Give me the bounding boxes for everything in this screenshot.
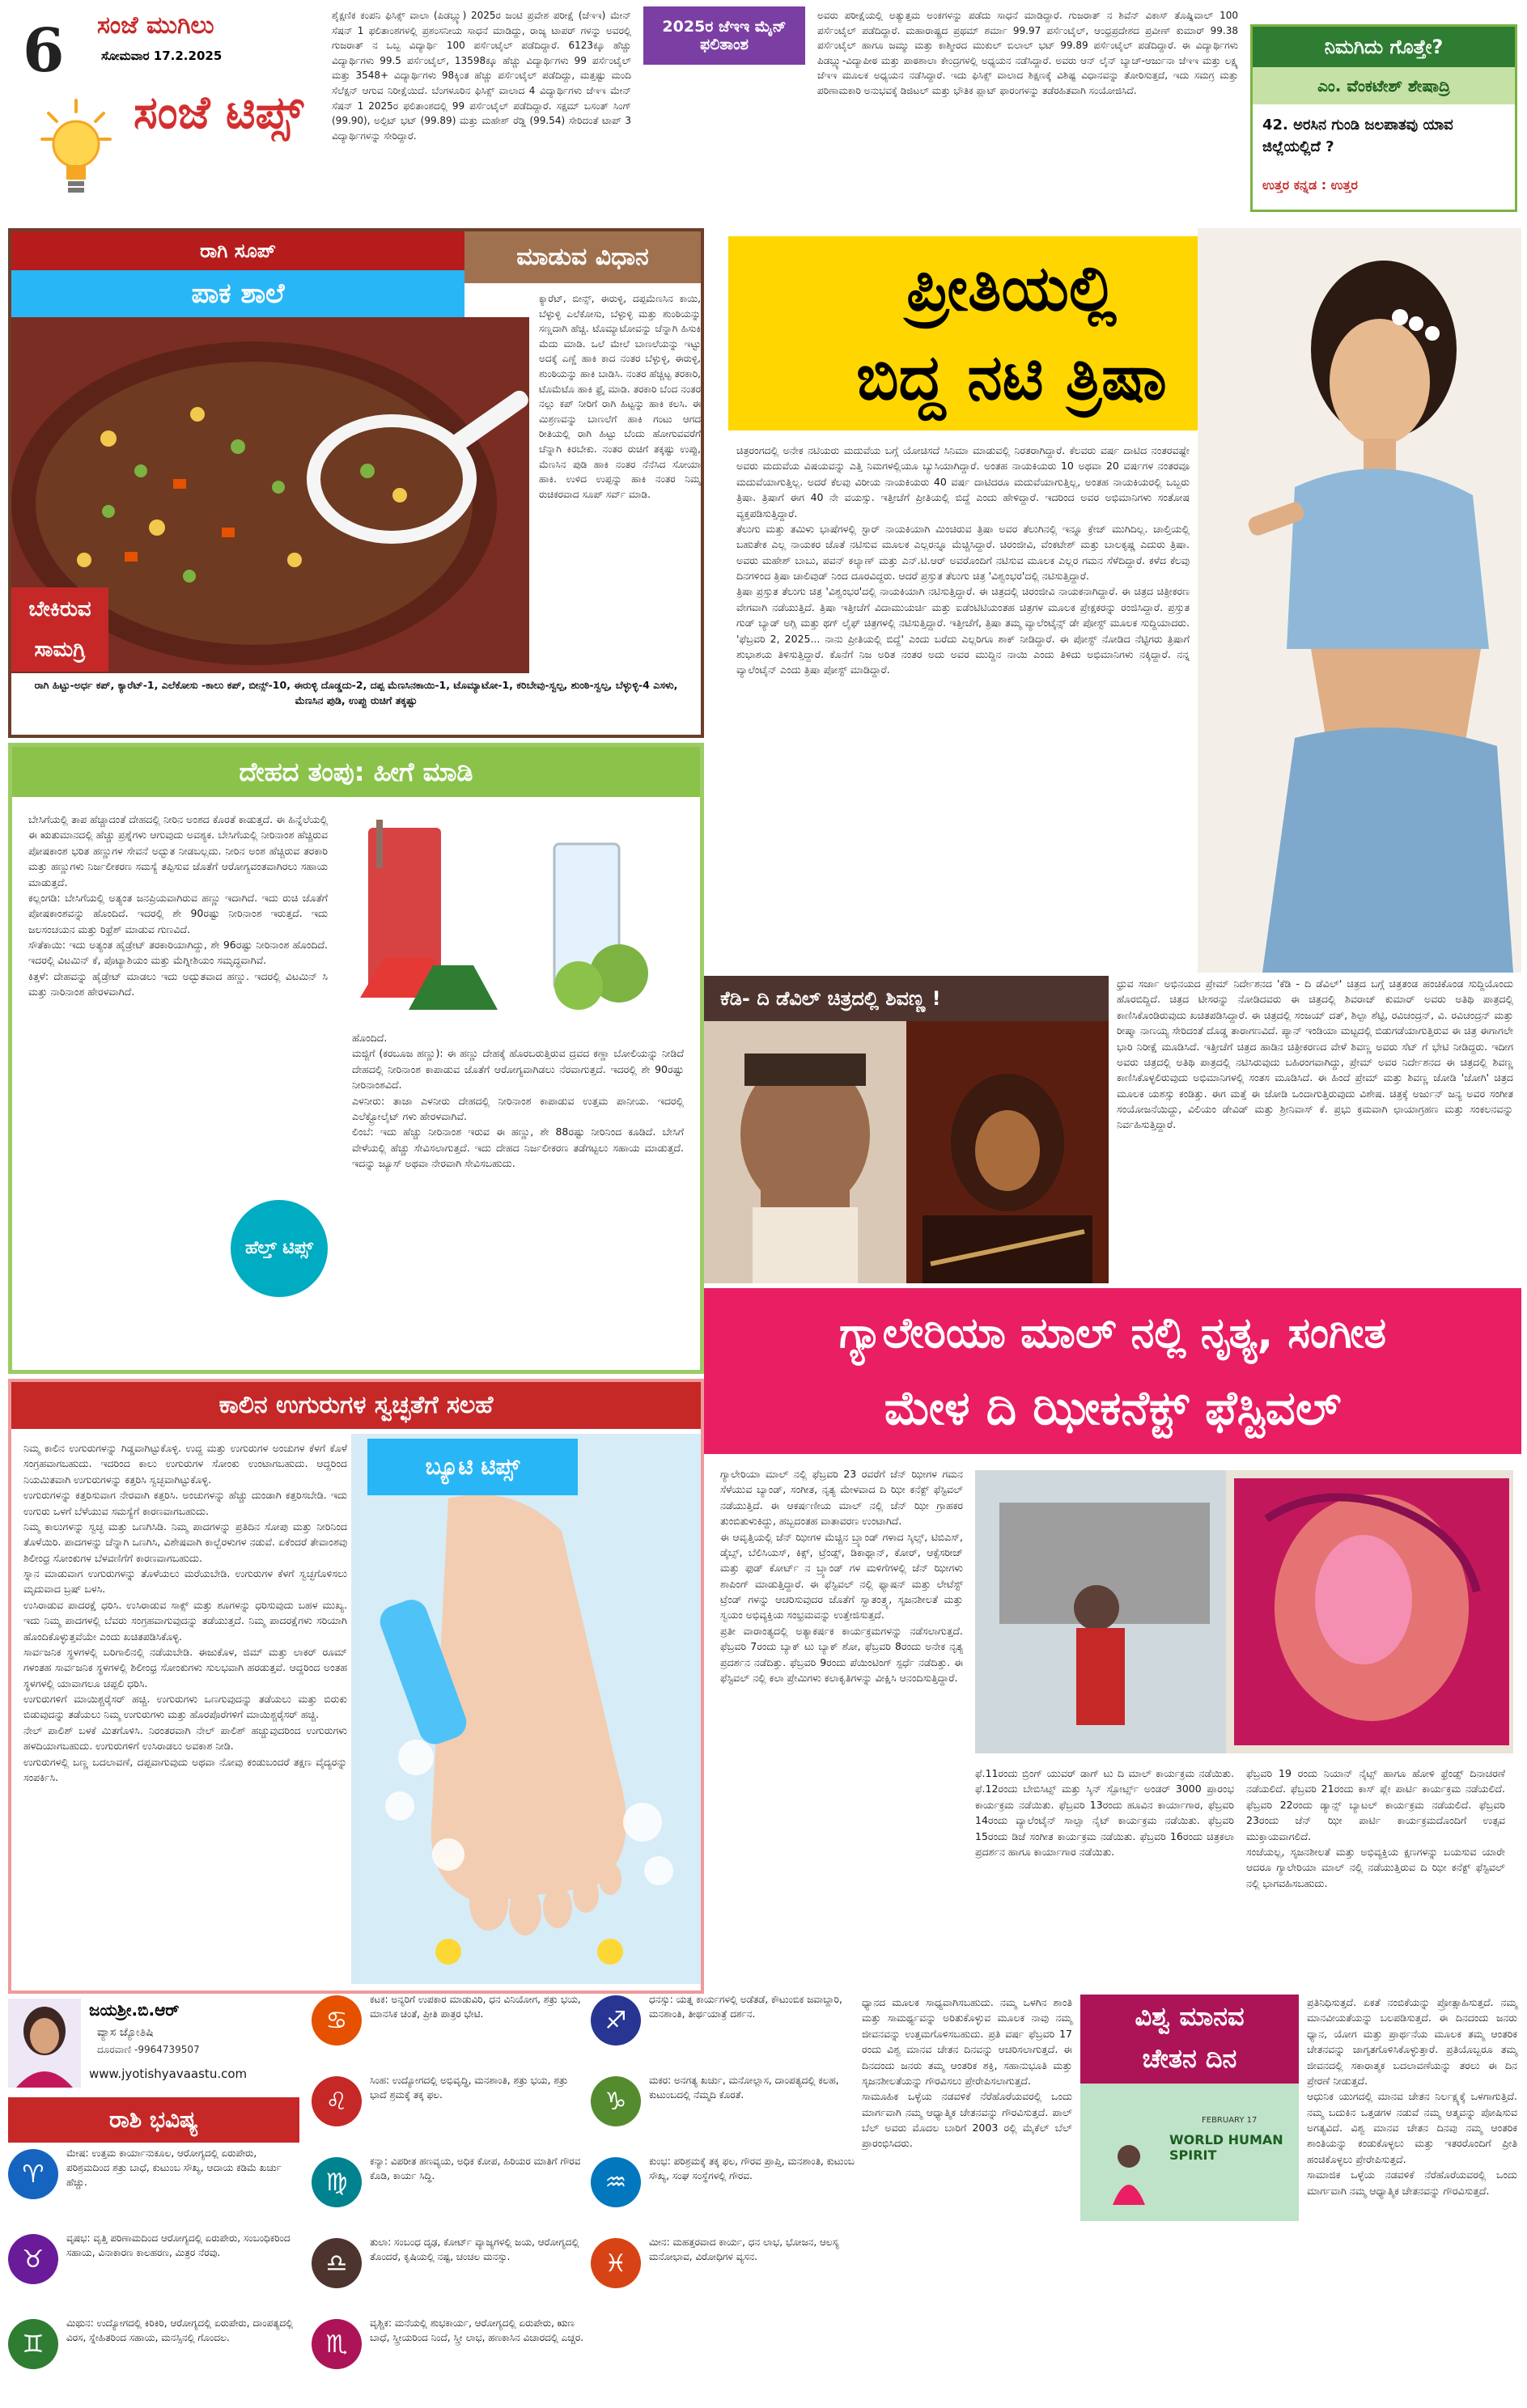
leo-icon: ♌ [312, 2076, 362, 2126]
galleria-photo [975, 1470, 1513, 1753]
recipe-ingredients-label: ಬೇಕಿರುವ ಸಾಮಗ್ರಿ [11, 587, 108, 672]
horoscope-text: ಮೀನ: ಮಹತ್ತರವಾದ ಕಾರ್ಯ, ಧನ ಲಾಭ, ಭೋಜನ, ಆಲಸ್ಯ ಮನೋಭಾವ, ವಿರೋಧಿಗಳ ವ್ಯಸನ. [649, 2236, 839, 2262]
paper-name: ಸಂಜೆ ಮುಗಿಲು [97, 11, 214, 40]
results-text-col1: ಶೈಕ್ಷಣಿಕ ಕಂಪನಿ ಫಿಸಿಕ್ಸ್ ವಾಲಾ (ಪಿಡಬ್ಲ್ಯು) 2025ರ ಜಂಟಿ ಪ್ರವೇಶ ಪರೀಕ್ಷೆ (ಜೆಇಇ) ಮೇನ್ ಸೆಷನ್ 1 ಫಲಿತಾಂಶಗಳಲ್ಲಿ ಪ್ರಶಂಸನೀಯ ಸಾಧನೆ ಮಾಡಿದ್ದು, ರಾಜ್ಯ ಟಾಪರ್ ಗಳನ್ನು ಅವರಲ್ಲಿ ಗುಜರಾತ್ ನ ಒಬ್ಬ ವಿದ್ಯಾರ್ಥಿ 100 ಪರ್ಸೆಂಟೈಲ್ ಪಡೆದಿದ್ದಾರೆ. 6123ಕ್ಕೂ ಹೆಚ್ಚು ವಿದ್ಯಾರ್ಥಿಗಳು 99.5 ಪರ್ಸೆಂಟೈಲ್, 13598ಕ್ಕೂ ಹೆಚ್ಚು ವಿದ್ಯಾರ್ಥಿಗಳು 99 ಪರ್ಸೆಂಟೈಲ್ ಮತ್ತು 3548+ ವಿದ್ಯಾರ್ಥಿಗಳು 98ಕ್ಕಿಂತ ಹೆಚ್ಚು ಪರ್ಸೆಂಟೈಲ್ ಪಡೆದಿದ್ದು, ಮತ್ತಷ್ಟು ಮಂದಿ ಸೆಲೆಕ್ಷನ್ ಆಗುವ ನಿರೀಕ್ಷೆಯಿದೆ. ಬೆಂಗಳೂರಿನ ಫಿಸಿಕ್ಸ್ ವಾಲಾದ 4 ವಿದ್ಯಾರ್ಥಿಗಳು ಜೆಇಇ ಮೇನ್ ಸೆಷನ್ 1 2025ರ ಫಲಿತಾಂಶದಲ್ಲಿ 99 ಪರ್ಸೆಂಟೈಲ್ ಪಡೆದಿದ್ದಾರೆ. ಸಕ್ಷಮ್ ಬಸಂತ್ ಸಿಂಗ್ (99.90), ಅಲ್ಪಿಟ್ ಭಟ್ (99.89) ಮತ್ತು ಮಹೇಶ್ ರೆಡ್ಡಿ (99.54) ಸೇರಿದಂತೆ ಟಾಪ್ 3 ವಿದ್ಯಾರ್ಥಿಗಳನ್ನು ಸೇರಿದ್ದಾರೆ. [332, 10, 634, 142]
recipe-section [8, 228, 704, 738]
horoscope-item [312, 2233, 587, 2313]
kd-section [704, 976, 1521, 1283]
scorpio-icon: ♏ [312, 2319, 362, 2369]
astrologer-role: ವ್ಯಾಸ ಜ್ಯೋತಿಷಿ [97, 2026, 154, 2039]
horoscope-text: ತುಲಾ: ಸಂಬಂಧ ದೃಢ, ಕೋರ್ಟ್ ವ್ಯಾಜ್ಯಗಳಲ್ಲಿ ಜಯ, ಆರೋಗ್ಯದಲ್ಲಿ ತೊಂದರೆ, ಕೃಷಿಯಲ್ಲಿ ನಷ್ಟ, ಚಂಚಲ ಮನಸ್ಸು. [370, 2236, 579, 2262]
worldspirit-title [1080, 1995, 1299, 2084]
galleria-headline-line2: ಮೇಳ ದಿ ಝೀಕನೆಕ್ಟ್ ಫೆಸ್ಟಿವಲ್ [884, 1380, 1342, 1435]
detox-section [8, 743, 704, 1374]
horoscope-text: ಸಿಂಹ: ಉದ್ಯೋಗದಲ್ಲಿ ಅಭಿವೃದ್ಧಿ, ಮನಶಾಂತಿ, ಶತ್ರು ಭಯ, ಶತ್ರು ಭಾದೆ ಶ್ರಮಕ್ಕೆ ತಕ್ಕ ಫಲ. [370, 2075, 568, 2101]
kd-photo-actor [704, 1021, 906, 1283]
detox-body-mid: ಹೊಂದಿದೆ. ಮಜ್ಜಿಗೆ (ಕರಬೂಜ ಹಣ್ಣು): ಈ ಹಣ್ಣು ದೇಹಕ್ಕೆ ಹೊರಬರುತ್ತಿರುವ ದ್ರವದ ಕಣ್ಣಾ ಬೋಲಿಯನ್ನು ನೀಡಿದೆ ದೇಹದಲ್ಲಿ ನೀರಿನಾಂಶ ಕಾಪಾಡುವ ಜೊತೆಗೆ ಆರೋಗ್ಯವಾಗಿಡಲು ನೆರವಾಗುತ್ತದೆ. ಇದರಲ್ಲಿ ಶೇ 90ರಷ್ಟು ನೀರಿನಾಂಶವಿದೆ. ಎಳನೀರು: ತಾಜಾ ಎಳನೀರು ದೇಹದಲ್ಲಿ ನೀರಿನಾಂಶ ಕಾಪಾಡುವ ಉತ್ತಮ ಪಾನೀಯ. ಇದರಲ್ಲಿ ಎಲೆಕ್ಟ್ರೋಲೈಟ್ ಗಳು ಹೇರಳವಾಗಿವೆ. ಲಿಂಬೆ: ಇದು ಹೆಚ್ಚು ನೀರಿನಾಂಶ ಇರುವ ಈ ಹಣ್ಣು, ಶೇ 88ರಷ್ಟು ನೀರಿನಿಂದ ಕೂಡಿದೆ. ಬೇಸಿಗೆ ವೇಳೆಯಲ್ಲಿ ಹೆಚ್ಚು ಸೇವಿಸಲಾಗುತ್ತದೆ. ಇದು ದೇಹದ ನಿರ್ಜಲೀಕರಣ ತಡೆಗಟ್ಟಲು ಸಹಾಯ ಮಾಡುತ್ತದೆ. ಇದನ್ನು ಜ್ಯೂಸ್ ಅಥವಾ ನೇರವಾಗಿ ಸೇವಿಸಬಹುದು. [352, 1032, 684, 1169]
astrologer-website: www.jyotishyavaastu.com [89, 2067, 248, 2081]
worldspirit-image-caption: WORLD HUMAN SPIRIT [1169, 2132, 1283, 2164]
quiz-question: 42. ಅರಸಿನ ಗುಂಡಿ ಜಲಪಾತವು ಯಾವ ಜಿಲ್ಲೆಯಲ್ಲಿದೆ ? [1262, 117, 1453, 155]
quiz-answer: ಉತ್ತರ ಕನ್ನಡ : ಉತ್ತರ [1262, 177, 1358, 193]
horoscope-text: ಕನ್ಯಾ: ವಿಪರೀತ ಹಣವ್ಯಯ, ಅಧಿಕ ಕೋಪ, ಹಿರಿಯರ ಮಾತಿಗೆ ಗೌರವ ಕೊಡಿ, ಕಾರ್ಯ ಸಿದ್ಧಿ. [370, 2156, 581, 2181]
taurus-icon: ♉ [8, 2234, 58, 2284]
foot-title: ಕಾಲಿನ ಉಗುರುಗಳ ಸ್ವಚ್ಛತೆಗೆ ಸಲಹೆ [11, 1382, 701, 1429]
pisces-icon: ♓ [591, 2238, 641, 2288]
trisha-headline-line1: ಪ್ರೀತಿಯಲ್ಲಿ [906, 252, 1117, 325]
horoscope-item [591, 1990, 866, 2070]
gemini-icon: ♊ [8, 2319, 58, 2369]
bulb-icon [40, 97, 112, 202]
page-number: 6 [23, 16, 65, 86]
masthead [0, 0, 324, 218]
recipe-ingredients-text: ರಾಗಿ ಹಿಟ್ಟು-ಅರ್ಧ ಕಪ್, ಕ್ಯಾರೆಟ್-1, ಎಲೆಕೋಸು -ಕಾಲು ಕಪ್, ಬೀನ್ಸ್-10, ಈರುಳ್ಳಿ ದೊಡ್ಡದು-2, ದಪ್ಪ ಮೆಣಸಿನಕಾಯಿ-1, ಟೊಮ್ಯಾಟೋ-1, ಕರಿಬೇವು-ಸ್ವಲ್ಪ, ಶುಂಠಿ-ಸ್ವಲ್ಪ, ಬೆಳ್ಳುಳ್ಳಿ-4 ಎಸಳು, ಮೆಣಸಿನ ಪುಡಿ, ಉಪ್ಪು ರುಚಿಗೆ ತಕ್ಕಷ್ಟು [34, 679, 678, 706]
horoscope-grid [8, 1990, 862, 2403]
capricorn-icon: ♑ [591, 2076, 641, 2126]
horoscope-item [312, 2152, 587, 2232]
worldspirit-title-line2: ಚೇತನ ದಿನ [1142, 2043, 1237, 2074]
aries-icon: ♈ [8, 2149, 58, 2199]
worldspirit-title-line1: ವಿಶ್ವ ಮಾನವ [1135, 2001, 1245, 2032]
kd-title: ಕೆಡಿ- ದಿ ಡೆವಿಲ್ ಚಿತ್ರದಲ್ಲಿ ಶಿವಣ್ಣ ! [704, 976, 1109, 1021]
trisha-headline-line2: ಬಿದ್ದ ನಟಿ ತ್ರಿಷಾ [856, 341, 1167, 414]
worldspirit-image-date: FEBRUARY 17 [1202, 2116, 1258, 2125]
paper-date: ಸೋಮವಾರ 17.2.2025 [101, 49, 223, 63]
horoscope-item [8, 2144, 299, 2224]
horoscope-text: ಕುಂಭ: ಪರಿಶ್ರಮಕ್ಕೆ ತಕ್ಕ ಫಲ, ಗೌರವ ಪ್ರಾಪ್ತಿ, ಮನಶಾಂತಿ, ಕುಟುಂಬ ಸೌಖ್ಯ, ಸಂಘ ಸಂಸ್ಥೆಗಳಲ್ಲಿ ಗೌರವ. [649, 2156, 855, 2181]
trisha-body: ಚಿತ್ರರಂಗದಲ್ಲಿ ಅನೇಕ ನಟಿಯರು ಮದುವೆಯ ಬಗ್ಗೆ ಯೋಚಿಸದೆ ಸಿನಿಮಾ ಮಾಡುವಲ್ಲಿ ನಿರತರಾಗಿದ್ದಾರೆ. ಕೆಲವರು ವರ್ಷ ದಾಟಿದ ನಂತರವಷ್ಟೇ ಅವರು ಮದುವೆಯ ವಿಷಯವನ್ನು ಎತ್ತಿ ನಿಮಗಳಲ್ಲಿಯೂ ಬ್ಯುಸಿಯಾಗಿದ್ದಾರೆ. ಅಂತಹ ನಾಯಕಿಯರು 10 ಅಥವಾ 20 ವರ್ಷಗಳ ನಂತರವೂ ಮದುವೆಯಾಗುತ್ತಿಲ್ಲ. ಅದರೆ ಕೆಲವು ವಿರೀಯ ನಾಯಕಿಯರು 40 ವರ್ಷ ದಾಟಿದರೂ ಮದುವೆಯಾಗುತ್ತಿಲ್ಲ, ಅಂತಹ ನಾಯಕಿಯರಲ್ಲಿ ಒಬ್ಬರು ತ್ರಿಷಾ. ತ್ರಿಷಾಗೆ ಈಗ 40 ನೇ ವಯಸ್ಸು. ಇತ್ತೀಚೆಗೆ ಪ್ರೀತಿಯಲ್ಲಿ ಬಿದ್ದೆ ಎಂದು ಹೇಳಿದ್ದಾರೆ. ಇದರಿಂದ ಅವರ ಅಭಿಮಾನಿಗಳು ಸಂತೋಷ ವ್ಯಕ್ತಪಡಿಸುತ್ತಿದ್ದಾರೆ. ತೆಲುಗು ಮತ್ತು ತಮಿಳು ಭಾಷೆಗಳಲ್ಲಿ ಸ್ಟಾರ್ ನಾಯಕಿಯಾಗಿ ಮಿಂಚಿರುವ ತ್ರಿಷಾ ಅವರ ತೆಲುಗಿನಲ್ಲಿ ಇನ್ನೂ ಕ್ರೇಜ್ ಮುಗಿದಿಲ್ಲ. ಚಾಲ್ತಿಯಲ್ಲಿ ಬಹುತೇಕ ಎಲ್ಲ ನಾಯಕರ ಜೊತೆ ನಟಿಸುವ ಮೂಲಕ ಎಲ್ಲರನ್ನೂ ಮೆಚ್ಚಿಸಿದ್ದಾರೆ. ಚಿರಂಜೀವಿ, ವೆಂಕಟೇಶ್ ಮತ್ತು ಬಾಲಕೃಷ್ಣ ಎದುರು ತ್ರಿಷಾ. ಅವರು ಮಹೇಶ್ ಬಾಬು, ಪವನ್ ಕಲ್ಯಾಣ್ ಮತ್ತು ಎನ್.ಟಿ.ಆರ್ ಅವರೊಂದಿಗೆ ನಟಿಸುವ ಮೂಲಕ ಎಲ್ಲರ ಗಮನ ಸೆಳೆದಿದ್ದಾರೆ. ಕಳೆದ ಕೆಲವು ದಿನಗಳಿಂದ ತ್ರಿಷಾ ಚಾಲಿವುಡ್ ನಿಂದ ದೂರವಿದ್ದರು. ಆದರೆ ಪ್ರಸ್ತುತ ತೆಲುಗು ಚಿತ್ರ 'ವಿಶ್ವಂಭರ'ದಲ್ಲಿ ನಟಿಸುತ್ತಿದ್ದಾರೆ. ತ್ರಿಷಾ ಪ್ರಸ್ತುತ ತೆಲುಗು ಚಿತ್ರ 'ವಿಶ್ವಂಭರ'ದಲ್ಲಿ ನಾಯಕಿಯಾಗಿ ನಟಿಸುತ್ತಿದ್ದಾರೆ. ಈ ಚಿತ್ರದಲ್ಲಿ ಚಿರಂಜೀವಿ ನಾಯಕನಾಗಿದ್ದಾರೆ. ಈ ಚಿತ್ರದ ಚಿತ್ರೀಕರಣ ವೇಗವಾಗಿ ನಡೆಯುತ್ತಿದೆ. ತ್ರಿಷಾ ಇತ್ತೀಚೆಗೆ ವಿದಾಮುಯರ್ಚಿ ಮತ್ತು ಐಡೆಂಟಿಟಿಯಂತಹ ಚಿತ್ರಗಳ ಮೂಲಕ ಪ್ರೇಕ್ಷಕರನ್ನು ರಂಜಿಸಿದ್ದಾರೆ. ಪ್ರಸ್ತುತ ಗುಡ್ ಬ್ಯಾಡ್ ಅಗ್ಲಿ ಮತ್ತು ಥಗ್ ಲೈಫ್ ಚಿತ್ರಗಳಲ್ಲಿ ನಟಿಸುತ್ತಿದ್ದಾರೆ. ಇತ್ತೀಚೆಗೆ, ತ್ರಿಷಾ ತಮ್ಮ ವ್ಯಾಲೆಂಟೈನ್ಸ್ ಡೇ ಪೋಸ್ಟ್ ಮೂಲಕ ಸುದ್ದಿಯಾದರು. 'ಫೆಬ್ರವರಿ 2, 2025... ನಾನು ಪ್ರೀತಿಯಲ್ಲಿ ಬಿದ್ದೆ' ಎಂದು ಬರೆದು ಎಲ್ಲರಿಗೂ ಶಾಕ್ ನೀಡಿದ್ದಾರೆ. ಈ ಪೋಸ್ಟ್ ನೋಡಿದ ನೆಟ್ಟಿಗರು ತ್ರಿಷಾಗೆ ಶುಭಾಶಯ ತಿಳಿಸುತ್ತಿದ್ದಾರೆ. ಕೊನೆಗೆ ನಿಜ ಅರಿತ ನಂತರ ಅದು ಅವರ ಮುದ್ದಿನ ನಾಯಿ ಎಂದು ತಿಳಿದು ಅಭಿಮಾನಿಗಳು ನಕ್ಕಿದ್ದಾರೆ. ನನ್ನ ವ್ಯಾಲೆಂಟೈನ್ ಎಂದು ತ್ರಿಷಾ ಪೋಸ್ಟ್ ಮಾಡಿದ್ದಾರೆ. [736, 444, 1190, 676]
quiz-box [1250, 24, 1517, 212]
horoscope-text: ವೃಶ್ಚಿಕ: ಮನೆಯಲ್ಲಿ ಶುಭಕಾರ್ಯ, ಆರೋಗ್ಯದಲ್ಲಿ ಏರುಪೇರು, ಋಣ ಬಾಧೆ, ಸ್ತ್ರೀಯರಿಂದ ನಿಂದೆ, ಸ್ತ್ರೀ ಲಾಭ, ಹಣಕಾಸಿನ ವಿಚಾರದಲ್ಲಿ ಎಚ್ಚರ. [370, 2317, 584, 2343]
quiz-title: ನಿಮಗಿದು ಗೊತ್ತೇ? [1253, 27, 1515, 67]
beauty-tips-badge [367, 1439, 578, 1495]
foot-body: ನಿಮ್ಮ ಕಾಲಿನ ಉಗುರುಗಳನ್ನು ಗಿಡ್ಡವಾಗಿಟ್ಟುಕೊಳ್ಳಿ. ಉದ್ದ ಮತ್ತು ಉಗುರುಗಳ ಅಂಚುಗಳ ಕೆಳಗೆ ಕೊಳೆ ಸಂಗ್ರಹವಾಗಬಹುದು. ಇದರಿಂದ ಕಾಲು ಉಗುರುಗಳ ಸೋಂಕು ಉಂಟಾಗಬಹುದು. ಆದ್ದರಿಂದ ನಿಯಮಿತವಾಗಿ ಉಗುರುಗಳನ್ನು ಕತ್ತರಿಸಿ ಸ್ವಚ್ಛವಾಗಿಟ್ಟುಕೊಳ್ಳಿ. ಉಗುರುಗಳನ್ನು ಕತ್ತರಿಸುವಾಗ ನೇರವಾಗಿ ಕತ್ತರಿಸಿ. ಅಂಚುಗಳನ್ನು ಹೆಚ್ಚು ದುಂಡಾಗಿ ಕತ್ತರಿಸಬೇಡಿ. ಇದು ಉಗುರು ಒಳಗೆ ಬೆಳೆಯುವ ಸಮಸ್ಯೆಗೆ ಕಾರಣವಾಗಬಹುದು. ನಿಮ್ಮ ಕಾಲುಗಳನ್ನು ಸ್ವಚ್ಛ ಮತ್ತು ಒಣಗಿಸಿಡಿ. ನಿಮ್ಮ ಪಾದಗಳನ್ನು ಪ್ರತಿದಿನ ಸೋಪು ಮತ್ತು ನೀರಿನಿಂದ ತೊಳೆಯಿರಿ. ಪಾದಗಳನ್ನು ಚೆನ್ನಾಗಿ ಒಣಗಿಸಿ, ವಿಶೇಷವಾಗಿ ಕಾಲ್ಬೆರಳುಗಳ ನಡುವೆ. ಏಕೆಂದರೆ ತೇವಾಂಶವು ಶಿಲೀಂಧ್ರ ಸೋಂಕುಗಳ ಬೆಳವಣಿಗೆಗೆ ಕಾರಣವಾಗಬಹುದು. ಸ್ನಾನ ಮಾಡುವಾಗ ಉಗುರುಗಳನ್ನು ತೊಳೆಯಲು ಮರೆಯಬೇಡಿ. ಉಗುರುಗಳ ಕೆಳಗೆ ಸ್ವಚ್ಛಗೊಳಿಸಲು ಮೃದುವಾದ ಬ್ರಷ್ ಬಳಸಿ. ಉಸಿರಾಡುವ ಪಾದರಕ್ಷೆ ಧರಿಸಿ. ಉಸಿರಾಡುವ ಸಾಕ್ಸ್ ಮತ್ತು ಶೂಗಳನ್ನು ಧರಿಸುವುದು ಬಹಳ ಮುಖ್ಯ. ಇದು ನಿಮ್ಮ ಪಾದಗಳಲ್ಲಿ ಬೆವರು ಸಂಗ್ರಹವಾಗುವುದನ್ನು ತಡೆಯುತ್ತದೆ. ನಿಮ್ಮ ಪಾದರಕ್ಷೆಗಳು ಸರಿಯಾಗಿ ಹೊಂದಿಕೊಳ್ಳುತ್ತವೆಯೇ ಎಂದು ಖಚಿತಪಡಿಸಿಕೊಳ್ಳಿ. ಸಾರ್ವಜನಿಕ ಸ್ಥಳಗಳಲ್ಲಿ ಬರಿಗಾಲಿನಲ್ಲಿ ನಡೆಯಬೇಡಿ. ಈಜುಕೊಳ, ಜಿಮ್ ಮತ್ತು ಲಾಕರ್ ರೂಮ್ ಗಳಂತಹ ಸಾರ್ವಜನಿಕ ಸ್ಥಳಗಳಲ್ಲಿ ಶಿಲೀಂಧ್ರ ಸೋಂಕುಗಳು ಸುಲಭವಾಗಿ ಹರಡುತ್ತವೆ. ಆದ್ದರಿಂದ ಅಂತಹ ಸ್ಥಳಗಳಲ್ಲಿ ಯಾವಾಗಲೂ ಚಪ್ಪಲಿ ಧರಿಸಿ. ಉಗುರುಗಳಿಗೆ ಮಾಯಿಶ್ಚರೈಸರ್ ಹಚ್ಚಿ. ಉಗುರುಗಳು ಒಣಗುವುದನ್ನು ತಡೆಯಲು ಮತ್ತು ಬಿರುಕು ಬಿಡುವುದನ್ನು ತಡೆಯಲು ನಿಮ್ಮ ಉಗುರುಗಳು ಮತ್ತು ಹೊರಪೊರೆಗಳಿಗೆ ಮಾಯಿಶ್ಚರೈಸರ್ ಹಚ್ಚಿ. ನೇಲ್ ಪಾಲಿಶ್ ಬಳಕೆ ಮಿತಗೊಳಿಸಿ. ನಿರಂತರವಾಗಿ ನೇಲ್ ಪಾಲಿಶ್ ಹಚ್ಚುವುದರಿಂದ ಉಗುರುಗಳು ಹಳದಿಯಾಗಬಹುದು. ಉಗುರುಗಳಿಗೆ ಉಸಿರಾಡಲು ಅವಕಾಶ ನೀಡಿ. ಉಗುರುಗಳಲ್ಲಿ ಬಣ್ಣ ಬದಲಾವಣೆ, ದಪ್ಪವಾಗುವುದು ಅಥವಾ ನೋವು ಕಂಡುಬಂದರೆ ತಕ್ಷಣ ವೈದ್ಯರನ್ನು ಸಂಪರ್ಕಿಸಿ. [23, 1442, 347, 1783]
horoscope-item [312, 1990, 587, 2070]
astrologer-name: ಜಯಶ್ರೀ.ಬಿ.ಆರ್ [89, 2000, 180, 2020]
section-title: ಸಂಜೆ ಟಿಪ್ಸ್ [134, 87, 303, 139]
trisha-section [712, 228, 1521, 973]
astrologer-phone: ದೂರವಾಣಿ -9964739507 [97, 2044, 200, 2055]
results-badge: 2025ರ ಜೆಇಇ ಮೈನ್ ಫಲಿತಾಂಶ [643, 6, 805, 65]
recipe-title: ರಾಗಿ ಸೂಪ್ [11, 231, 464, 270]
horoscope-section-title: ರಾಶಿ ಭವಿಷ್ಯ [8, 2097, 299, 2143]
health-tips-label: ಹೆಲ್ತ್ ಟಿಪ್ಸ್ [244, 1237, 314, 1258]
kd-body: ಧ್ರುವ ಸರ್ಜಾ ಅಭಿನಯದ ಪ್ರೇಮ್ ನಿರ್ದೇಶನದ 'ಕೆಡಿ - ದಿ ಡೆವಿಲ್' ಚಿತ್ರದ ಬಗ್ಗೆ ಚಿತ್ರತಂಡ ಹಂಚಿಕೊಂಡ ಸುದ್ದಿಯೊಂದು ಹೊರಬಿದ್ದಿದೆ. ಚಿತ್ರದ ಟೀಸರನ್ನು ನೋಡಿದವರು ಈ ಚಿತ್ರದಲ್ಲಿ ಶಿವರಾಜ್ ಕುಮಾರ್ ಅವರು ಅತಿಥಿ ಪಾತ್ರದಲ್ಲಿ ಕಾಣಿಸಿಕೊಂಡಿರುವುದು ಖಚಿತಪಡಿಸಿದ್ದಾರೆ. ಈ ಚಿತ್ರದಲ್ಲಿ ಸಂಜಯ್ ದತ್, ಶಿಲ್ಪಾ ಶೆಟ್ಟಿ, ರವಿಚಂದ್ರನ್, ವಿ. ರವಿಚಂದ್ರನ್ ಮತ್ತು ರೀಷ್ಮಾ ನಾಣಯ್ಯ ಸೇರಿದಂತೆ ದೊಡ್ಡ ತಾರಾಗಣವಿದೆ. ಪ್ಯಾನ್ ಇಂಡಿಯಾ ಮಟ್ಟದಲ್ಲಿ ಬಿಡುಗಡೆಯಾಗುತ್ತಿರುವ ಈ ಚಿತ್ರ ಈಗಾಗಲೇ ಭಾರಿ ನಿರೀಕ್ಷೆ ಮೂಡಿಸಿದೆ. ಇತ್ತೀಚೆಗೆ ಚಿತ್ರದ ಹಾಡಿನ ಚಿತ್ರೀಕರಣದ ವೇಳೆ ಶಿವಣ್ಣ ಅವರು ಸೆಟ್ ಗೆ ಭೇಟಿ ನೀಡಿದ್ದರು. ಇದೀಗ ಅವರು ಚಿತ್ರದಲ್ಲಿ ಅತಿಥಿ ಪಾತ್ರದಲ್ಲಿ ನಟಿಸಿರುವುದು ಬಹಿರಂಗವಾಗಿದ್ದು, ಪ್ರೇಮ್ ಅವರ ನಿರ್ದೇಶನದ ಈ ಚಿತ್ರದಲ್ಲಿ ಶಿವಣ್ಣ ಕಾಣಿಸಿಕೊಳ್ಳಲಿರುವುದು ಅಭಿಮಾನಿಗಳಲ್ಲಿ ಸಂತಸ ಮೂಡಿಸಿದೆ. ಈ ಹಿಂದೆ ಪ್ರೇಮ್ ಮತ್ತು ಶಿವಣ್ಣ ಜೋಡಿ 'ಜೋಗಿ' ಚಿತ್ರದ ಮೂಲಕ ಯಶಸ್ಸು ಕಂಡಿತ್ತು. ಈಗ ಮತ್ತೆ ಈ ಜೋಡಿ ಒಂದಾಗುತ್ತಿರುವುದು ವಿಶೇಷ. ಚಿತ್ರಕ್ಕೆ ಅರ್ಜುನ್ ಜನ್ಯ ಅವರ ಸಂಗೀತ ಸಂಯೋಜನೆಯಿದ್ದು, ವಿಲಿಯಂ ಡೇವಿಡ್ ಮತ್ತು ಶ್ರೀನಿವಾಸ್ ಕೆ. ಪ್ರಭು ಕ್ರಮವಾಗಿ ಛಾಯಾಗ್ರಹಣ ಮತ್ತು ಸಂಕಲನವನ್ನು ನಿರ್ವಹಿಸುತ್ತಿದ್ದಾರೆ. [1117, 977, 1516, 1131]
quiz-author: ಎಂ. ವೆಂಕಟೇಶ್ ಶೇಷಾದ್ರಿ [1253, 67, 1515, 104]
horoscope-item [591, 2152, 866, 2232]
worldspirit-section [862, 1995, 1521, 2403]
galleria-section [704, 1288, 1521, 1992]
cancer-icon: ♋ [312, 1995, 362, 2046]
results-text-col2: ಅವರು ಪರೀಕ್ಷೆಯಲ್ಲಿ ಅತ್ಯುತ್ತಮ ಅಂಕಗಳನ್ನು ಪಡೆದು ಸಾಧನೆ ಮಾಡಿದ್ದಾರೆ. ಗುಜರಾತ್ ನ ಶಿವೆನ್ ವಿಕಾಸ್ ತೊಷ್ನಿವಾಲ್ 100 ಪರ್ಸೆಂಟೈಲ್ ಪಡೆದಿದ್ದಾರೆ. ಮಹಾರಾಷ್ಟ್ರದ ಪ್ರಥಮ್ ಶರ್ಮಾ 99.97 ಪರ್ಸೆಂಟೈಲ್, ಆಂಧ್ರಪ್ರದೇಶದ ಪ್ರವೀಣ್ ಕುಮಾರ್ 99.38 ಪರ್ಸೆಂಟೈಲ್ ಹಾಗೂ ಜಮ್ಮು ಮತ್ತು ಕಾಶ್ಮೀರದ ಮುಕುಲ್ ಬಿಲಾಲ್ ಭಟ್ 99.89 ಪರ್ಸೆಂಟೈಲ್ ಪಡೆದಿದ್ದಾರೆ. ಈ ವಿದ್ಯಾರ್ಥಿಗಳು ಪಿಡಬ್ಲ್ಯು-ವಿದ್ಯಾಪೀಠ ಮತ್ತು ಪಾಠಶಾಲಾ ಕೇಂದ್ರಗಳಲ್ಲಿ ಅಧ್ಯಯನ ನಡೆಸಿದ್ದಾರೆ. ಅವರು ಆನ್ ಲೈನ್ ಬ್ಯಾಚ್-ಆರ್ಜುನಾ ಜೆಇಇ ಮತ್ತು ಲಕ್ಷ್ಯ ಜೆಇಇ ಮೂಲಕ ಅಧ್ಯಯನ ನಡೆಸಿದ್ದಾರೆ. ಇದು ಫಿಸಿಕ್ಸ್ ವಾಲಾದ ಶಿಕ್ಷಣಕ್ಕೆ ವಿಶಿಷ್ಟ ವಿಧಾನವನ್ನು ತೋರಿಸುತ್ತದೆ, ಇದು ಸಮಗ್ರ ಮತ್ತು ಪರಿಣಾಮಕಾರಿ ಅನುಭವಕ್ಕೆ ಡಿಜಿಟಲ್ ಮತ್ತು ಭೌತಿಕ ಪ್ಲಾಟ್ ಫಾರಂಗಳನ್ನು ತಡೆರಹಿತವಾಗಿ ಸಂಯೋಜಿಸಿದೆ. [817, 10, 1241, 96]
foot-section [8, 1379, 704, 1994]
horoscope-text: ಮಿಥುನ: ಉದ್ಯೋಗದಲ್ಲಿ ಕಿರಿಕಿರಿ, ಆರೋಗ್ಯದಲ್ಲಿ ಏರುಪೇರು, ದಾಂಪತ್ಯದಲ್ಲಿ ವಿರಸ, ಸ್ನೇಹಿತರಿಂದ ಸಹಾಯ, ಮನಸ್ಸಿನಲ್ಲಿ ಗೊಂದಲ. [66, 2317, 294, 2343]
horoscope-item [312, 2071, 587, 2151]
worldspirit-body-right: ಪ್ರತಿನಿಧಿಸುತ್ತದೆ. ಏಕತೆ ನಂಬಿಕೆಯನ್ನು ಪ್ರೋತ್ಸಾಹಿಸುತ್ತದೆ. ನಮ್ಮ ಮಾನವೀಯತೆಯನ್ನು ಬಲಪಡಿಸುತ್ತದೆ. ಈ ದಿನದಂದು ಜನರು ಧ್ಯಾನ, ಯೋಗ ಮತ್ತು ಪ್ರಾರ್ಥನೆಯ ಮೂಲಕ ತಮ್ಮ ಆಂತರಿಕ ಚೇತನವನ್ನು ಜಾಗೃತಗೊಳಿಸಿಕೊಳ್ಳುತ್ತಾರೆ. ಪ್ರತಿಯೊಬ್ಬರೂ ತಮ್ಮ ಜೀವನದಲ್ಲಿ ಸಕಾರಾತ್ಮಕ ಬದಲಾವಣೆಯನ್ನು ತರಲು ಈ ದಿನ ಪ್ರೇರಣೆ ನೀಡುತ್ತದೆ. ಆಧುನಿಕ ಯುಗದಲ್ಲಿ ಮಾನವ ಚೇತನ ನಿರ್ಲಕ್ಷ್ಯಕ್ಕೆ ಒಳಗಾಗುತ್ತಿದೆ. ನಮ್ಮ ಬದುಕಿನ ಒತ್ತಡಗಳ ನಡುವೆ ನಮ್ಮ ಆತ್ಮವನ್ನು ಪೋಷಿಸುವ ಅಗತ್ಯವಿದೆ. ವಿಶ್ವ ಮಾನವ ಚೇತನ ದಿನವು ನಮ್ಮ ಆಂತರಿಕ ಶಾಂತಿಯನ್ನು ಕಂಡುಕೊಳ್ಳಲು ಮತ್ತು ಇತರರೊಂದಿಗೆ ಪ್ರೀತಿ ಹಂಚಿಕೊಳ್ಳಲು ಪ್ರೇರೇಪಿಸುತ್ತದೆ. ಸಾಮಾಜಿಕ ಒಳ್ಳೆಯ ನಡವಳಿಕೆ ನೆರೆಹೊರೆಯವರಲ್ಲಿ ಒಂದು ಮಾರ್ಗವಾಗಿ ನಮ್ಮ ಆಧ್ಯಾತ್ಮಿಕ ಚೇತನವನ್ನು ಗೌರವಿಸುತ್ತದೆ. [1307, 1996, 1517, 2197]
galleria-headline-line1: ಗ್ಯಾಲೇರಿಯಾ ಮಾಲ್ ನಲ್ಲಿ ನೃತ್ಯ, ಸಂಗೀತ [838, 1309, 1387, 1358]
horoscope-item [591, 2071, 866, 2151]
detox-body-top: ಬೇಸಿಗೆಯಲ್ಲಿ ತಾಪ ಹೆಚ್ಚಾದಂತೆ ದೇಹದಲ್ಲಿ ನೀರಿನ ಅಂಶದ ಕೊರತೆ ಕಾಡುತ್ತದೆ. ಈ ಹಿನ್ನೆಲೆಯಲ್ಲಿ ಈ ಋತುಮಾನದಲ್ಲಿ ಹೆಚ್ಚು ಪ್ರಶ್ನೆಗಳು ಆಗುವುದು ಅವಶ್ಯಕ. ಬೇಸಿಗೆಯಲ್ಲಿ ನೀರಿನಾಂಶ ಹೆಚ್ಚಿರುವ ಪೋಷಕಾಂಶ ಭರಿತ ಹಣ್ಣುಗಳ ಸೇವನೆ ಅದ್ಭುತ ನೀಡಬಲ್ಲದು. ನೀರಿನ ಅಂಶ ಹೆಚ್ಚಿರುವ ತರಕಾರಿ ಮತ್ತು ಹಣ್ಣುಗಳು ನಿರ್ಜಲೀಕರಣ ಸಮಸ್ಯೆ ತಪ್ಪಿಸುವ ಜೊತೆಗೆ ಆರೋಗ್ಯವಂತವಾಗಿರಲು ಸಹಾಯ ಮಾಡುತ್ತದೆ. ಕಲ್ಲಂಗಡಿ: ಬೇಸಿಗೆಯಲ್ಲಿ ಅತ್ಯಂತ ಜನಪ್ರಿಯವಾಗಿರುವ ಹಣ್ಣು ಇದಾಗಿದೆ. ಇದು ರುಚಿ ಜೊತೆಗೆ ಪೋಷಕಾಂಶವನ್ನು ಹೊಂದಿದೆ. ಇದರಲ್ಲಿ ಶೇ 90ರಷ್ಟು ನೀರಿನಾಂಶ ಇರುತ್ತದೆ. ಇದು ಜಲಸಂಚಯನ ಮತ್ತು ರಿಫ್ರೆಶ್ ಮಾಡುವ ಗುಣವಿದೆ. ಸೌತೆಕಾಯಿ: ಇದು ಅತ್ಯಂತ ಹೈಡ್ರೇಟ್ ತರಕಾರಿಯಾಗಿದ್ದು, ಶೇ 96ರಷ್ಟು ನೀರಿನಾಂಶ ಹೊಂದಿದೆ. ಇದರಲ್ಲಿ ವಿಟಮಿನ್ ಕೆ, ಪೊಟ್ಯಾಶಿಯಂ ಮತ್ತು ಮೆಗ್ನೀಶಿಯಂ ಸಮೃದ್ಧವಾಗಿವೆ. ಕಿತ್ತಳೆ: ದೇಹವನ್ನು ಹೈಡ್ರೇಟ್ ಮಾಡಲು ಇದು ಅದ್ಭುತವಾದ ಹಣ್ಣು. ಇದರಲ್ಲಿ ವಿಟಮಿನ್ ಸಿ ಮತ್ತು ನಾರಿನಾಂಶ ಹೇರಳವಾಗಿದೆ. [28, 813, 328, 998]
worldspirit-body-left: ಧ್ಯಾನದ ಮೂಲಕ ಸಾಧ್ಯವಾಗಿಸಬಹುದು. ನಮ್ಮ ಒಳಗಿನ ಶಾಂತಿ ಮತ್ತು ಸಾಮರ್ಥ್ಯವನ್ನು ಅರಿತುಕೊಳ್ಳುವ ಮೂಲಕ ನಾವು ನಮ್ಮ ಜೀವನವನ್ನು ಉತ್ತಮಗೊಳಿಸಬಹುದು. ಪ್ರತಿ ವರ್ಷ ಫೆಬ್ರವರಿ 17 ರಂದು ವಿಶ್ವ ಮಾನವ ಚೇತನ ದಿನವನ್ನು ಆಚರಿಸಲಾಗುತ್ತದೆ. ಈ ದಿನದಂದು ಜನರು ತಮ್ಮ ಆಂತರಿಕ ಶಕ್ತಿ, ಸಹಾನುಭೂತಿ ಮತ್ತು ಸೃಜನಶೀಲತೆಯನ್ನು ಗೌರವಿಸಲು ಪ್ರೇರೇಪಿಸಲಾಗುತ್ತದೆ. ಸಾಮೂಹಿಕ ಒಳ್ಳೆಯ ನಡವಳಿಕೆ ನೆರೆಹೊರೆಯವರಲ್ಲಿ ಒಂದು ಮಾರ್ಗವಾಗಿ ನಮ್ಮ ಆಧ್ಯಾತ್ಮಿಕ ಚೇತನವನ್ನು ಗೌರವಿಸುತ್ತದೆ. ಪಾಲ್ ಬೆಲ್ ಅವರು ಮೊದಲ ಬಾರಿಗೆ 2003 ರಲ್ಲಿ ಮೈಕೆಲ್ ಬೆಲ್ ಪ್ರಾರಂಭಿಸಿದರು. [862, 1996, 1072, 2150]
trisha-photo [1198, 228, 1521, 973]
detox-title: ದೇಹದ ತಂಪು: ಹೀಗೆ ಮಾಡಿ [12, 747, 700, 797]
kd-poster [906, 1021, 1109, 1283]
health-tips-badge [231, 1200, 328, 1297]
aquarius-icon: ♒ [591, 2157, 641, 2207]
galleria-body-right: ಫೆಬ್ರವರಿ 19 ರಂದು ನಿಯಾನ್ ನೈಟ್ಸ್ ಹಾಗೂ ಹೋಳಿ ಫ್ರೆಂಡ್ಸ್ ದಿನಾಚರಣೆ ನಡೆಯಲಿದೆ. ಫೆಬ್ರವರಿ 21ರಂದು ಕಾಸ್ ಪ್ಲೇ ಪಾರ್ಟಿ ಕಾರ್ಯಕ್ರಮ ನಡೆಯಲಿದೆ. ಫೆಬ್ರವರಿ 22ರಂದು ಡ್ಯಾನ್ಸ್ ಬ್ಯಾಟಲ್ ಕಾರ್ಯಕ್ರಮ ನಡೆಯಲಿದೆ. ಫೆಬ್ರವರಿ 23ರಂದು ಜೆನ್ ಝೀ ಪಾರ್ಟಿ ಕಾರ್ಯಕ್ರಮದೊಂದಿಗೆ ಉತ್ಸವ ಮುಕ್ತಾಯವಾಗಲಿದೆ. ಸಂಜೆಯಲ್ಲ, ಸೃಜನಶೀಲತೆ ಮತ್ತು ಅಭಿವ್ಯಕ್ತಿಯ ಕ್ಷಣಗಳನ್ನು ಬಯಸುವ ಯಾರೇ ಆದರೂ ಗ್ಯಾಲೇರಿಯಾ ಮಾಲ್ ನಲ್ಲಿ ನಡೆಯುತ್ತಿರುವ ದಿ ಝೀ ಕನೆಕ್ಟ್ ಫೆಸ್ಟಿವಲ್ ನಲ್ಲಿ ಭಾಗವಹಿಸಬಹುದು. [1246, 1767, 1505, 1889]
recipe-kitchen-label: ಪಾಕ ಶಾಲೆ [11, 270, 464, 317]
horoscope-text: ಕಟಕ: ಅನ್ಯರಿಗೆ ಉಪಕಾರ ಮಾಡುವಿರಿ, ಧನ ವಿನಿಯೋಗ, ಶತ್ರು ಭಯ, ಮಾನಸಿಕ ಚಿಂತೆ, ಪ್ರೀತಿ ಪಾತ್ರರ ಭೇಟಿ. [370, 1994, 581, 2020]
drinks-image [336, 812, 660, 1022]
horoscope-item [8, 2229, 299, 2308]
recipe-method-label: ಮಾಡುವ ವಿಧಾನ [464, 231, 701, 283]
horoscope-item [312, 2314, 587, 2393]
horoscope-text: ಧನಸ್ಸು: ಯತ್ನ ಕಾರ್ಯಗಳಲ್ಲಿ ಅಡೆತಡೆ, ಕೌಟುಂಬಿಕ ಜವಾಬ್ದಾರಿ, ಮನಶಾಂತಿ, ತೀರ್ಥಯಾತ್ರೆ ದರ್ಶನ. [649, 1994, 842, 2020]
horoscope-item [8, 2314, 299, 2393]
beauty-tips-label: ಬ್ಯೂಟಿ ಟಿಪ್ಸ್ [425, 1453, 520, 1480]
libra-icon: ♎ [312, 2238, 362, 2288]
galleria-body-mid: ಫೆ.11ರಂದು ಬ್ರಿಂಗ್ ಯುವರ್ ಡಾಗ್ ಟು ದಿ ಮಾಲ್ ಕಾರ್ಯಕ್ರಮ ನಡೆಯಿತು. ಫೆ.12ರಂದು ಬೇಬಿಸಿಟ್ಸ್ ಮತ್ತು ಸ್ಕಿನ್ ಸ್ಪೋರ್ಟ್ಸ್ ಅಂಡರ್ 3000 ಪ್ರಾರಂಭ ಕಾರ್ಯಕ್ರಮ ನಡೆಯಿತು. ಫೆಬ್ರವರಿ 13ರಂದು ಹೂವಿನ ಕಾರ್ಯಾಗಾರ, ಫೆಬ್ರವರಿ 14ರಂದು ವ್ಯಾಲೆಂಟೈನ್ ಸಾಲ್ಸಾ ನೈಟ್ ಕಾರ್ಯಕ್ರಮ ನಡೆಯಿತು. ಫೆಬ್ರವರಿ 15ರಂದು ಡಿಜೆ ಸಂಗೀತ ಕಾರ್ಯಕ್ರಮ ನಡೆಯಿತು. ಫೆಬ್ರವರಿ 16ರಂದು ಚಿತ್ರಕಲಾ ಪ್ರದರ್ಶನ ಹಾಗೂ ಕಾರ್ಯಾಗಾರ ನಡೆಯಿತು. [975, 1767, 1237, 1858]
horoscope-text: ವೃಷಭ: ವೃತ್ತಿ ಪರಿಣಾಮದಿಂದ ಆರೋಗ್ಯದಲ್ಲಿ ಏರುಪೇರು, ಸಂಬಂಧಿಕರಿಂದ ಸಹಾಯ, ವಿನಾಕಾರಣ ಕಾಲಹರಣ, ಮಿತ್ರರ ನೆರವು. [66, 2232, 291, 2258]
recipe-method-text: ಕ್ಯಾರೆಟ್, ಬೀನ್ಸ್, ಈರುಳ್ಳಿ, ದಪ್ಪಮೆಣಸಿನ ಕಾಯಿ, ಬೆಳ್ಳುಳ್ಳಿ ಎಲೆಕೋಸು, ಬೆಳ್ಳುಳ್ಳಿ ಮತ್ತು ಶುಂಠಿಯನ್ನು ಸಣ್ಣದಾಗಿ ಹೆಚ್ಚಿ. ಟೊಮ್ಯಾಟೋವನ್ನು ಚೆನ್ನಾಗಿ ಹಿಸುಕಿ ಮೆದು ಮಾಡಿ. ಒಲೆ ಮೇಲೆ ಬಾಣಲೆಯನ್ನು ಇಟ್ಟು ಅದಕ್ಕೆ ಎಣ್ಣೆ ಹಾಕಿ ಕಾದ ನಂತರ ಬೆಳ್ಳುಳ್ಳಿ, ಈರುಳ್ಳಿ, ಶುಂಠಿಯನ್ನು ಹಾಕಿ ಬಾಡಿಸಿ. ನಂತರ ಹೆಚ್ಚಿಟ್ಟ ತರಕಾರಿ, ಟೊಮೆಟೊ ಹಾಕಿ ಫ್ರೈ ಮಾಡಿ. ತರಕಾರಿ ಬೆಂದ ನಂತರ ನಲ್ಲು ಕಪ್ ನೀರಿಗೆ ರಾಗಿ ಹಿಟ್ಟನ್ನು ಹಾಕಿ ಕಲಸಿ. ಈ ಮಿಶ್ರಣವನ್ನು ಬಾಣಲೆಗೆ ಹಾಕಿ ಗಂಟು ಆಗದ ರೀತಿಯಲ್ಲಿ ರಾಗಿ ಹಿಟ್ಟು ಬೆಂದು ಹೋಗುವವರೆಗೆ ಚೆನ್ನಾಗಿ ಕಿರಬೇಕು. ನಂತರ ರುಚಿಗೆ ತಕ್ಕಷ್ಟು ಉಪ್ಪು, ಮೆಣಸಿನ ಪುಡಿ ಹಾಕಿ ನಂತರ ನೆನೆಸಿದ ಸೋಯಾ ಹಾಕಿ. ಉಳಿದ ಉಪ್ಪನ್ನು ಹಾಕಿ ನಂತರ ನಿಮ್ಮ ರುಚಿಕರವಾದ ಸೂಪ್ ಸರ್ವ್ ಮಾಡಿ. [539, 293, 704, 500]
sagittarius-icon: ♐ [591, 1995, 641, 2046]
virgo-icon: ♍ [312, 2157, 362, 2207]
foot-image [351, 1434, 701, 1984]
horoscope-text: ಮಕರ: ಅನಗತ್ಯ ಖರ್ಚು, ಮನೋಲ್ಲಾಸ, ದಾಂಪತ್ಯದಲ್ಲಿ ಕಲಹ, ಕುಟುಂಬದಲ್ಲಿ ನೆಮ್ಮದಿ ಕೊರತೆ. [649, 2075, 839, 2101]
worldspirit-image [1080, 2084, 1299, 2221]
horoscope-item [591, 2233, 866, 2313]
galleria-body-left: ಗ್ಯಾಲೇರಿಯಾ ಮಾಲ್ ನಲ್ಲಿ ಫೆಬ್ರವರಿ 23 ರವರೆಗೆ ಜೆನ್ ಝೀಗಳ ಗಮನ ಸೆಳೆಯುವ ಬ್ಯಾಂಡ್, ಸಂಗೀತ, ನೃತ್ಯ ಮೇಳವಾದ ದಿ ಝೀ ಕನೆಕ್ಟ್ ಫೆಸ್ಟಿವಲ್ ನಡೆಯುತ್ತಿದೆ. ಈ ಆಕರ್ಷಣೀಯ ಮಾಲ್ ನಲ್ಲಿ ಜೆನ್ ಝೀ ಗ್ರಾಹಕರ ತುಂಬಿತುಳುಕಿದ್ದು, ಹಬ್ಬದಂತಹ ವಾತಾವರಣ ಉಂಟಾಗಿದೆ. ಈ ಆವೃತ್ತಿಯಲ್ಲಿ ಜೆನ್ ಝೀಗಳ ಮೆಚ್ಚಿನ ಬ್ರ್ಯಾಂಡ್ ಗಳಾದ ಸ್ಕಿಲ್ಸ್, ಟಿಬಿಎಸ್, ಡೈಬ್ಸ್, ಬೆಲಿಸಿಯಸ್, ಕಿಕ್ಸ್, ಟ್ರೆಂಡ್ಸ್, ಡಿಕಾಥ್ಲಾನ್, ಕೋರ್, ಆಕ್ಸೆಸರೀಜ್ ಮತ್ತು ಫುಡ್ ಕೋರ್ಟ್ ನ ಬ್ರ್ಯಾಂಡ್ ಗಳ ಮಳಿಗೆಗಳಲ್ಲಿ ಜೆನ್ ಝೀಗಳು ಶಾಪಿಂಗ್ ಮಾಡುತ್ತಿದ್ದಾರೆ. ಈ ಫೆಸ್ಟಿವಲ್ ನಲ್ಲಿ ಫ್ಯಾಷನ್ ಮತ್ತು ಲೇಟೆಸ್ಟ್ ಟ್ರೆಂಡ್ ಗಳನ್ನು ಆಚರಿಸುವುದರ ಜೊತೆಗೆ ಸ್ವಾತಂತ್ರ್ಯ, ಸೃಜನಶೀಲತೆ ಮತ್ತು ಸ್ವಯಂ ಅಭಿವ್ಯಕ್ತಿಯ ಸಂಭ್ರಮವನ್ನು ಉತ್ತೇಜಿಸುತ್ತದೆ. ಪ್ರತೀ ವಾರಾಂತ್ಯದಲ್ಲಿ ಅತ್ಯಾಕರ್ಷಕ ಕಾರ್ಯಕ್ರಮಗಳನ್ನು ನಡೆಸಲಾಗುತ್ತದೆ. ಫೆಬ್ರವರಿ 7ರಂದು ಬ್ಯಾಕ್ ಟು ಬ್ಯಾಕ್ ಶೋ, ಫೆಬ್ರವರಿ 8ರಂದು ಅನೇಕ ನೃತ್ಯ ಪ್ರದರ್ಶನ ನಡೆದಿತ್ತು. ಫೆಬ್ರವರಿ 9ರಂದು ಪೆಯಿಂಟಿಂಗ್ ಸ್ಪರ್ಧೆ ನಡೆದಿತ್ತು. ಈ ಫೆಸ್ಟಿವಲ್ ನಲ್ಲಿ ಕಲಾ ಪ್ರೇಮಿಗಳು ಕಲಾಕೃತಿಗಳನ್ನು ವೀಕ್ಷಿಸಿ ಆನಂದಿಸುತ್ತಿದ್ದಾರೆ. [720, 1468, 963, 1684]
horoscope-text: ಮೇಷ: ಉತ್ತಮ ಕಾರ್ಯಾನುಕೂಲ, ಆರೋಗ್ಯದಲ್ಲಿ ಏರುಪೇರು, ಪರಿಶ್ರಮದಿಂದ ಶತ್ರು ಬಾಧೆ, ಕುಟುಂಬ ಸೌಖ್ಯ, ಆದಾಯ ಕಡಿಮೆ ಖರ್ಚು ಹೆಚ್ಚು. [66, 2147, 282, 2188]
